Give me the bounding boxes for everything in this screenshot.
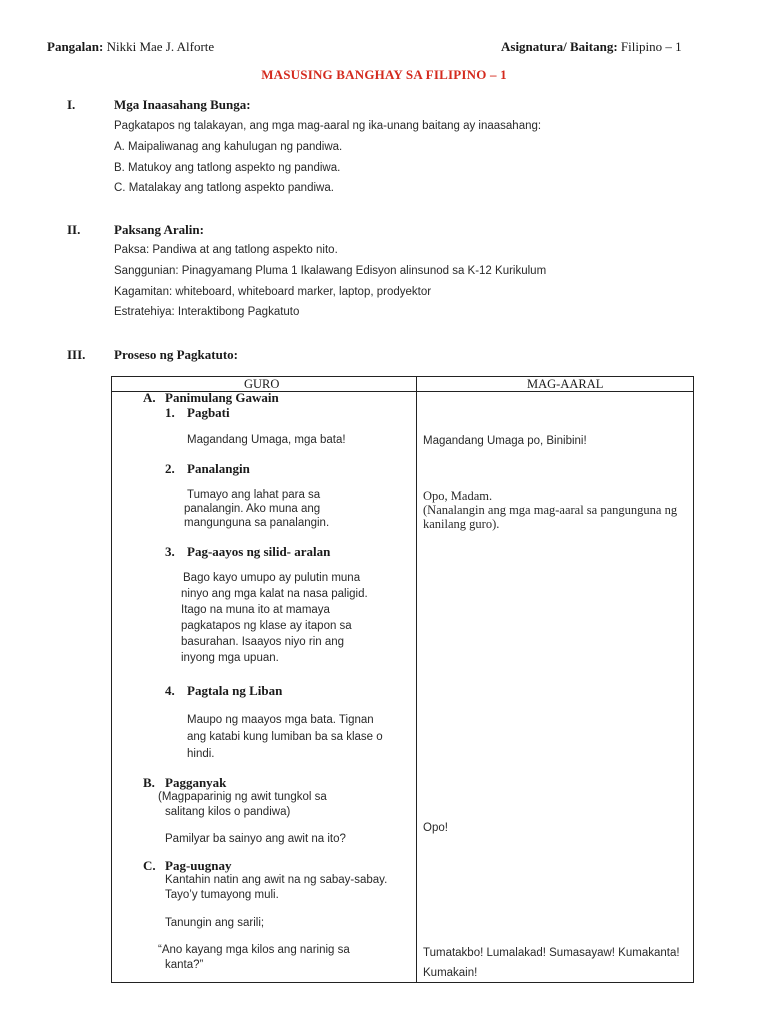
section-2-line: Paksa: Pandiwa at ang tatlong aspekto nito.	[114, 244, 338, 256]
item-1-title: Pagbati	[187, 405, 230, 420]
magaaral-response: (Nanalangin ang mga mag-aaral sa pangunguna ng	[423, 503, 678, 517]
section-1-line: B. Matukoy ang tatlong aspekto ng pandiwa.	[114, 162, 341, 174]
section-1-line: Pagkatapos ng talakayan, ang mga mag-aaral ng ika-unang baitang ay inaasahang:	[114, 120, 542, 132]
guro-line: salitang kilos o pandiwa)	[165, 806, 291, 818]
item-3-title: Pag-aayos ng silid- aralan	[187, 544, 331, 559]
guro-line: Magandang Umaga, mga bata!	[187, 434, 346, 446]
guro-line: ninyo ang mga kalat na nasa paligid.	[181, 588, 368, 600]
section-2-line: Kagamitan: whiteboard, whiteboard marker, laptop, prodyektor	[114, 286, 432, 298]
guro-line: Bago kayo umupo ay pulutin muna	[183, 572, 361, 584]
section-2-line: Estratehiya: Interaktibong Pagkatuto	[114, 306, 300, 318]
section-1-number: I.	[67, 97, 76, 112]
guro-line: Tanungin ang sarili;	[165, 917, 265, 929]
item-1-number: 1.	[165, 405, 175, 420]
item-2-number: 2.	[165, 461, 175, 476]
magaaral-response: Tumatakbo! Lumalakad! Sumasayaw! Kumakanta!	[423, 947, 680, 959]
part-c-title: Pag-uugnay	[165, 858, 232, 873]
guro-line: Kantahin natin ang awit na ng sabay-sabay.	[165, 874, 388, 886]
column-header-guro: GURO	[244, 377, 280, 391]
guro-line: mangunguna sa panalangin.	[184, 517, 330, 529]
part-a-title: Panimulang Gawain	[165, 390, 279, 405]
guro-line: kanta?”	[165, 959, 204, 971]
magaaral-response: Opo, Madam.	[423, 489, 493, 503]
magaaral-response: Opo!	[423, 822, 448, 834]
name-label: Pangalan:	[47, 39, 104, 54]
column-header-mag-aaral: MAG-AARAL	[527, 377, 604, 391]
part-b-label: B.	[143, 775, 155, 790]
magaaral-response: Magandang Umaga po, Binibini!	[423, 435, 587, 447]
guro-line: Tayo’y tumayong muli.	[165, 889, 279, 901]
subject-value: Filipino – 1	[620, 39, 682, 54]
guro-line: pagkatapos ng klase ay itapon sa	[181, 620, 352, 632]
item-4-number: 4.	[165, 683, 175, 698]
guro-line: panalangin. Ako muna ang	[184, 503, 321, 515]
section-1-line: C. Matalakay ang tatlong aspekto pandiwa.	[114, 182, 334, 194]
guro-line: Itago na muna ito at mamaya	[181, 604, 330, 616]
guro-line: hindi.	[187, 748, 215, 760]
item-2-title: Panalangin	[187, 461, 250, 476]
guro-line: Tumayo ang lahat para sa	[187, 489, 321, 501]
part-a-label: A.	[143, 390, 156, 405]
student-name-field	[47, 39, 214, 55]
guro-line: basurahan. Isaayos niyo rin ang	[181, 636, 345, 648]
item-4-title: Pagtala ng Liban	[187, 683, 283, 698]
magaaral-response: Kumakain!	[423, 967, 478, 979]
section-2-heading: Paksang Aralin:	[114, 222, 204, 237]
guro-line: “Ano kayang mga kilos ang narinig sa	[158, 944, 350, 956]
subject-label: Asignatura/ Baitang:	[501, 39, 618, 54]
subject-field	[501, 39, 682, 55]
part-c-label: C.	[143, 858, 156, 873]
guro-line: Maupo ng maayos mga bata. Tignan	[187, 714, 374, 726]
section-3-number: III.	[67, 347, 86, 362]
document-title: MASUSING BANGHAY SA FILIPINO – 1	[261, 67, 507, 82]
section-2-line: Sanggunian: Pinagyamang Pluma 1 Ikalawang Edisyon alinsunod sa K-12 Kurikulum	[114, 265, 547, 277]
guro-line: Pamilyar ba sainyo ang awit na ito?	[165, 833, 346, 845]
section-2-number: II.	[67, 222, 81, 237]
item-3-number: 3.	[165, 544, 175, 559]
guro-line: inyong mga upuan.	[181, 652, 279, 664]
guro-line: (Magpaparinig ng awit tungkol sa	[158, 791, 327, 803]
section-1-line: A. Maipaliwanag ang kahulugan ng pandiwa.	[114, 141, 343, 153]
magaaral-response: kanilang guro).	[423, 517, 500, 531]
section-1-heading: Mga Inaasahang Bunga:	[114, 97, 251, 112]
part-b-title: Pagganyak	[165, 775, 227, 790]
table-column-divider	[416, 376, 417, 982]
section-3-heading: Proseso ng Pagkatuto:	[114, 347, 238, 362]
guro-line: ang katabi kung lumiban ba sa klase o	[187, 731, 383, 743]
name-value: Nikki Mae J. Alforte	[106, 39, 215, 54]
